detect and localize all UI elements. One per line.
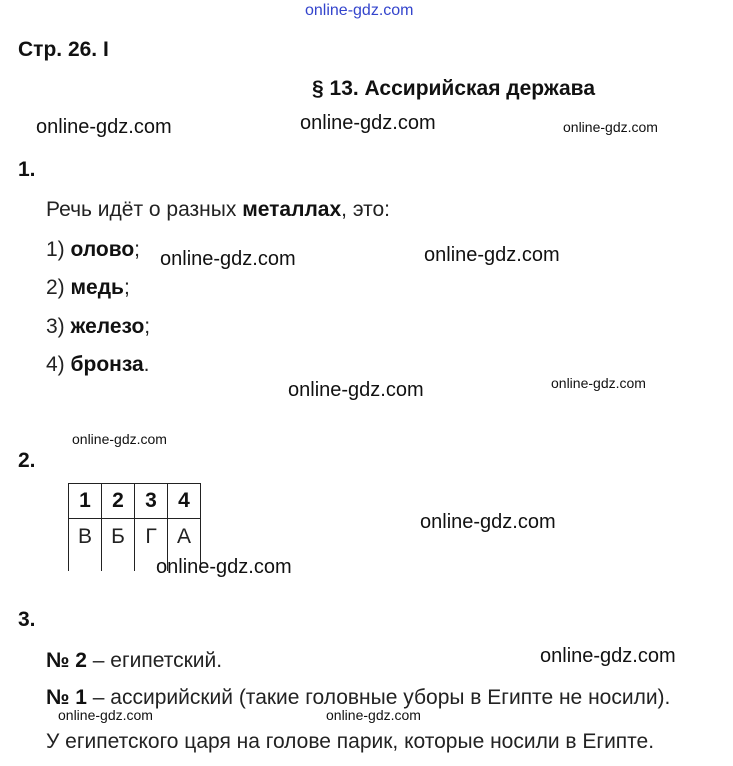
question-1-intro: Речь идёт о разных металлах, это: <box>46 198 390 221</box>
question-2-number: 2. <box>18 449 36 472</box>
table-cell: А <box>168 519 201 572</box>
watermark: online-gdz.com <box>300 112 436 134</box>
table-cell: В <box>69 519 102 572</box>
watermark: online-gdz.com <box>72 431 167 447</box>
watermark: online-gdz.com <box>156 556 292 578</box>
watermark: online-gdz.com <box>563 119 658 135</box>
table-header-cell: 3 <box>135 484 168 519</box>
watermark: online-gdz.com <box>424 244 560 266</box>
table-cell: Г <box>135 519 168 572</box>
header-watermark: online-gdz.com <box>305 2 414 19</box>
page-label: Стр. 26. I <box>18 38 109 61</box>
watermark: online-gdz.com <box>420 511 556 533</box>
table-header-row <box>69 484 201 519</box>
watermark: online-gdz.com <box>36 116 172 138</box>
answer-item-1: 1) олово; <box>46 238 141 261</box>
watermark: online-gdz.com <box>540 645 676 667</box>
table-header-cell: 1 <box>69 484 102 519</box>
question-1-number: 1. <box>18 158 36 181</box>
watermark: online-gdz.com <box>326 707 421 723</box>
watermark: online-gdz.com <box>160 248 296 270</box>
question-3-line-3: У египетского царя на голове парик, которые носили в Египте. <box>46 730 655 753</box>
watermark: online-gdz.com <box>288 379 424 401</box>
watermark: online-gdz.com <box>551 375 646 391</box>
table-cell: Б <box>102 519 135 572</box>
answer-item-4: 4) бронза. <box>46 353 150 376</box>
answer-item-3: 3) железо; <box>46 315 151 338</box>
table-header-cell: 2 <box>102 484 135 519</box>
question-3-number: 3. <box>18 608 36 631</box>
answer-item-2: 2) медь; <box>46 276 130 299</box>
section-title: § 13. Ассирийская держава <box>312 77 595 100</box>
question-3-line-1: № 2 – египетский. <box>46 649 223 672</box>
question-3-line-2: № 1 – ассирийский (такие головные уборы в Египте не носили). <box>46 686 671 709</box>
table-header-cell: 4 <box>168 484 201 519</box>
watermark: online-gdz.com <box>58 707 153 723</box>
